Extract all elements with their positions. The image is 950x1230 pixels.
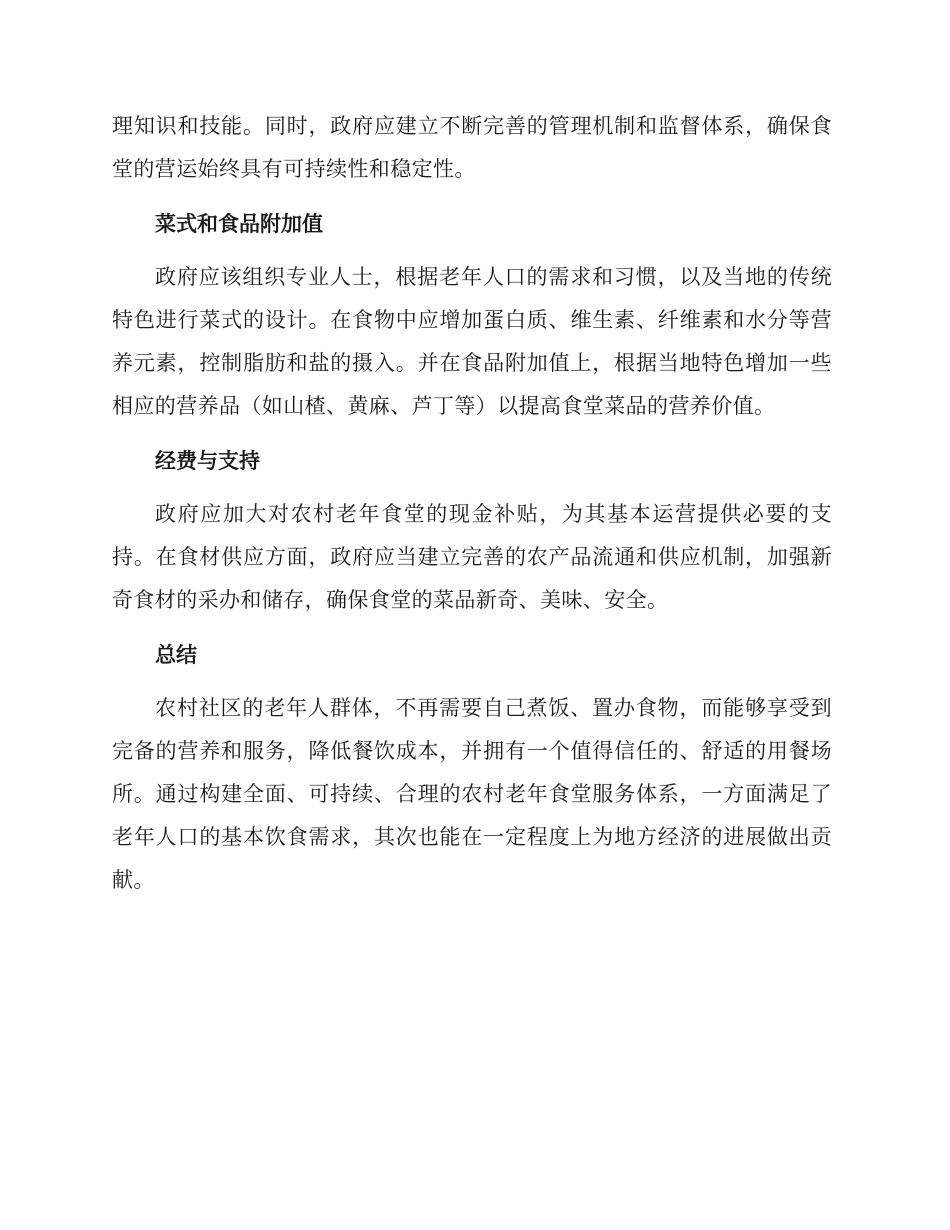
section-heading-summary: 总结	[155, 643, 197, 667]
section-body-dishes: 政府应该组织专业人士，根据老年人口的需求和习惯，以及当地的传统特色进行菜式的设计。在食物中应增加蛋白质、维生素、纤维素和水分等营养元素，控制脂肪和盐的摄入。并在食品附加值上，根据当地特色增加一些相应的营养品（如山楂、黄麻、芦丁等）以提高食堂菜品的营养价值。	[112, 265, 832, 418]
section-heading-dishes: 菜式和食品附加值	[155, 212, 323, 236]
section-heading-funding: 经费与支持	[155, 449, 260, 473]
continued-paragraph: 理知识和技能。同时，政府应建立不断完善的管理机制和监督体系，确保食堂的营运始终具有可持续性和稳定性。	[112, 114, 832, 181]
document-page	[112, 105, 832, 902]
section-body-summary: 农村社区的老年人群体，不再需要自己煮饭、置办食物，而能够享受到完备的营养和服务，降低餐饮成本，并拥有一个值得信任的、舒适的用餐场所。通过构建全面、可持续、合理的农村老年食堂服务体系，一方面满足了老年人口的基本饮食需求，其次也能在一定程度上为地方经济的进展做出贡献。	[112, 696, 832, 892]
section-body-funding: 政府应加大对农村老年食堂的现金补贴，为其基本运营提供必要的支持。在食材供应方面，政府应当建立完善的农产品流通和供应机制，加强新奇食材的采办和储存，确保食堂的菜品新奇、美味、安全。	[112, 502, 832, 612]
